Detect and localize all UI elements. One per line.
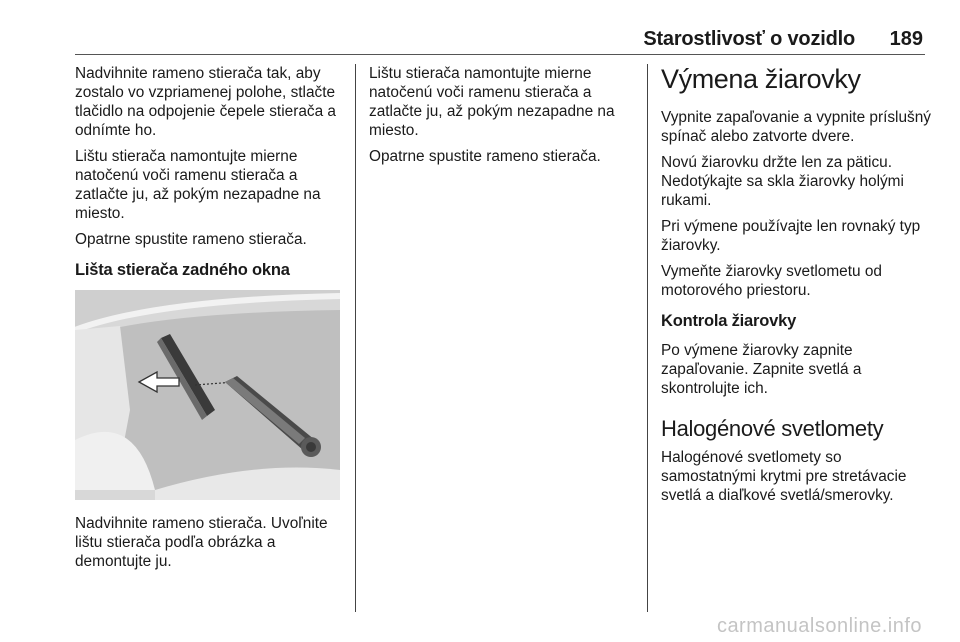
subsection-heading: Kontrola žiarovky (661, 312, 797, 330)
watermark: carmanualsonline.info (716, 615, 922, 637)
paragraph: Vypnite zapaľovanie a vypnite príslušný spínač alebo zatvorte dvere. (661, 109, 931, 145)
page-number: 189 (889, 28, 923, 50)
column-divider (355, 64, 356, 612)
page-header (75, 24, 925, 55)
column-right (661, 64, 933, 512)
paragraph: Nadvihnite rameno stierača. Uvoľnite lištu stierača podľa obrázka a demontujte ju. (75, 515, 328, 570)
column-middle (369, 64, 637, 173)
paragraph: Lištu stierača namontujte mierne natočenú voči ramenu stierača a zatlačte ju, až pokým nezapadne na miesto. (369, 65, 615, 139)
column-divider (647, 64, 648, 612)
paragraph: Pri výmene používajte len rovnaký typ žiarovky. (661, 218, 921, 254)
subsection-heading: Lišta stierača zadného okna (75, 261, 290, 279)
paragraph: Vymeňte žiarovky svetlometu od motorového priestoru. (661, 263, 882, 299)
column-left (75, 64, 345, 578)
paragraph: Po výmene žiarovky zapnite zapaľovanie. Zapnite svetlá a skontrolujte ich. (661, 342, 862, 397)
section-title-main: Výmena žiarovky (661, 64, 861, 94)
section-heading: Halogénové svetlomety (661, 416, 884, 441)
paragraph: Lištu stierača namontujte mierne natočenú voči ramenu stierača a zatlačte ju, až pokým nezapadne na miesto. (75, 148, 321, 222)
paragraph: Opatrne spustite rameno stierača. (369, 148, 601, 165)
rear-wiper-illustration (75, 290, 340, 500)
rear-wiper-svg (75, 290, 340, 500)
section-title: Starostlivosť o vozidlo (643, 28, 855, 50)
paragraph: Opatrne spustite rameno stierača. (75, 231, 307, 248)
paragraph: Novú žiarovku držte len za päticu. Nedotýkajte sa skla žiarovky holými rukami. (661, 154, 904, 209)
paragraph: Halogénové svetlomety so samostatnými krytmi pre stretávacie svetlá a diaľkové svetlá/smerovky. (661, 449, 907, 504)
paragraph: Nadvihnite rameno stierača tak, aby zostalo vo vzpriamenej polohe, stlačte tlačidlo na odpojenie čepele stierača a odnímte ho. (75, 65, 336, 139)
